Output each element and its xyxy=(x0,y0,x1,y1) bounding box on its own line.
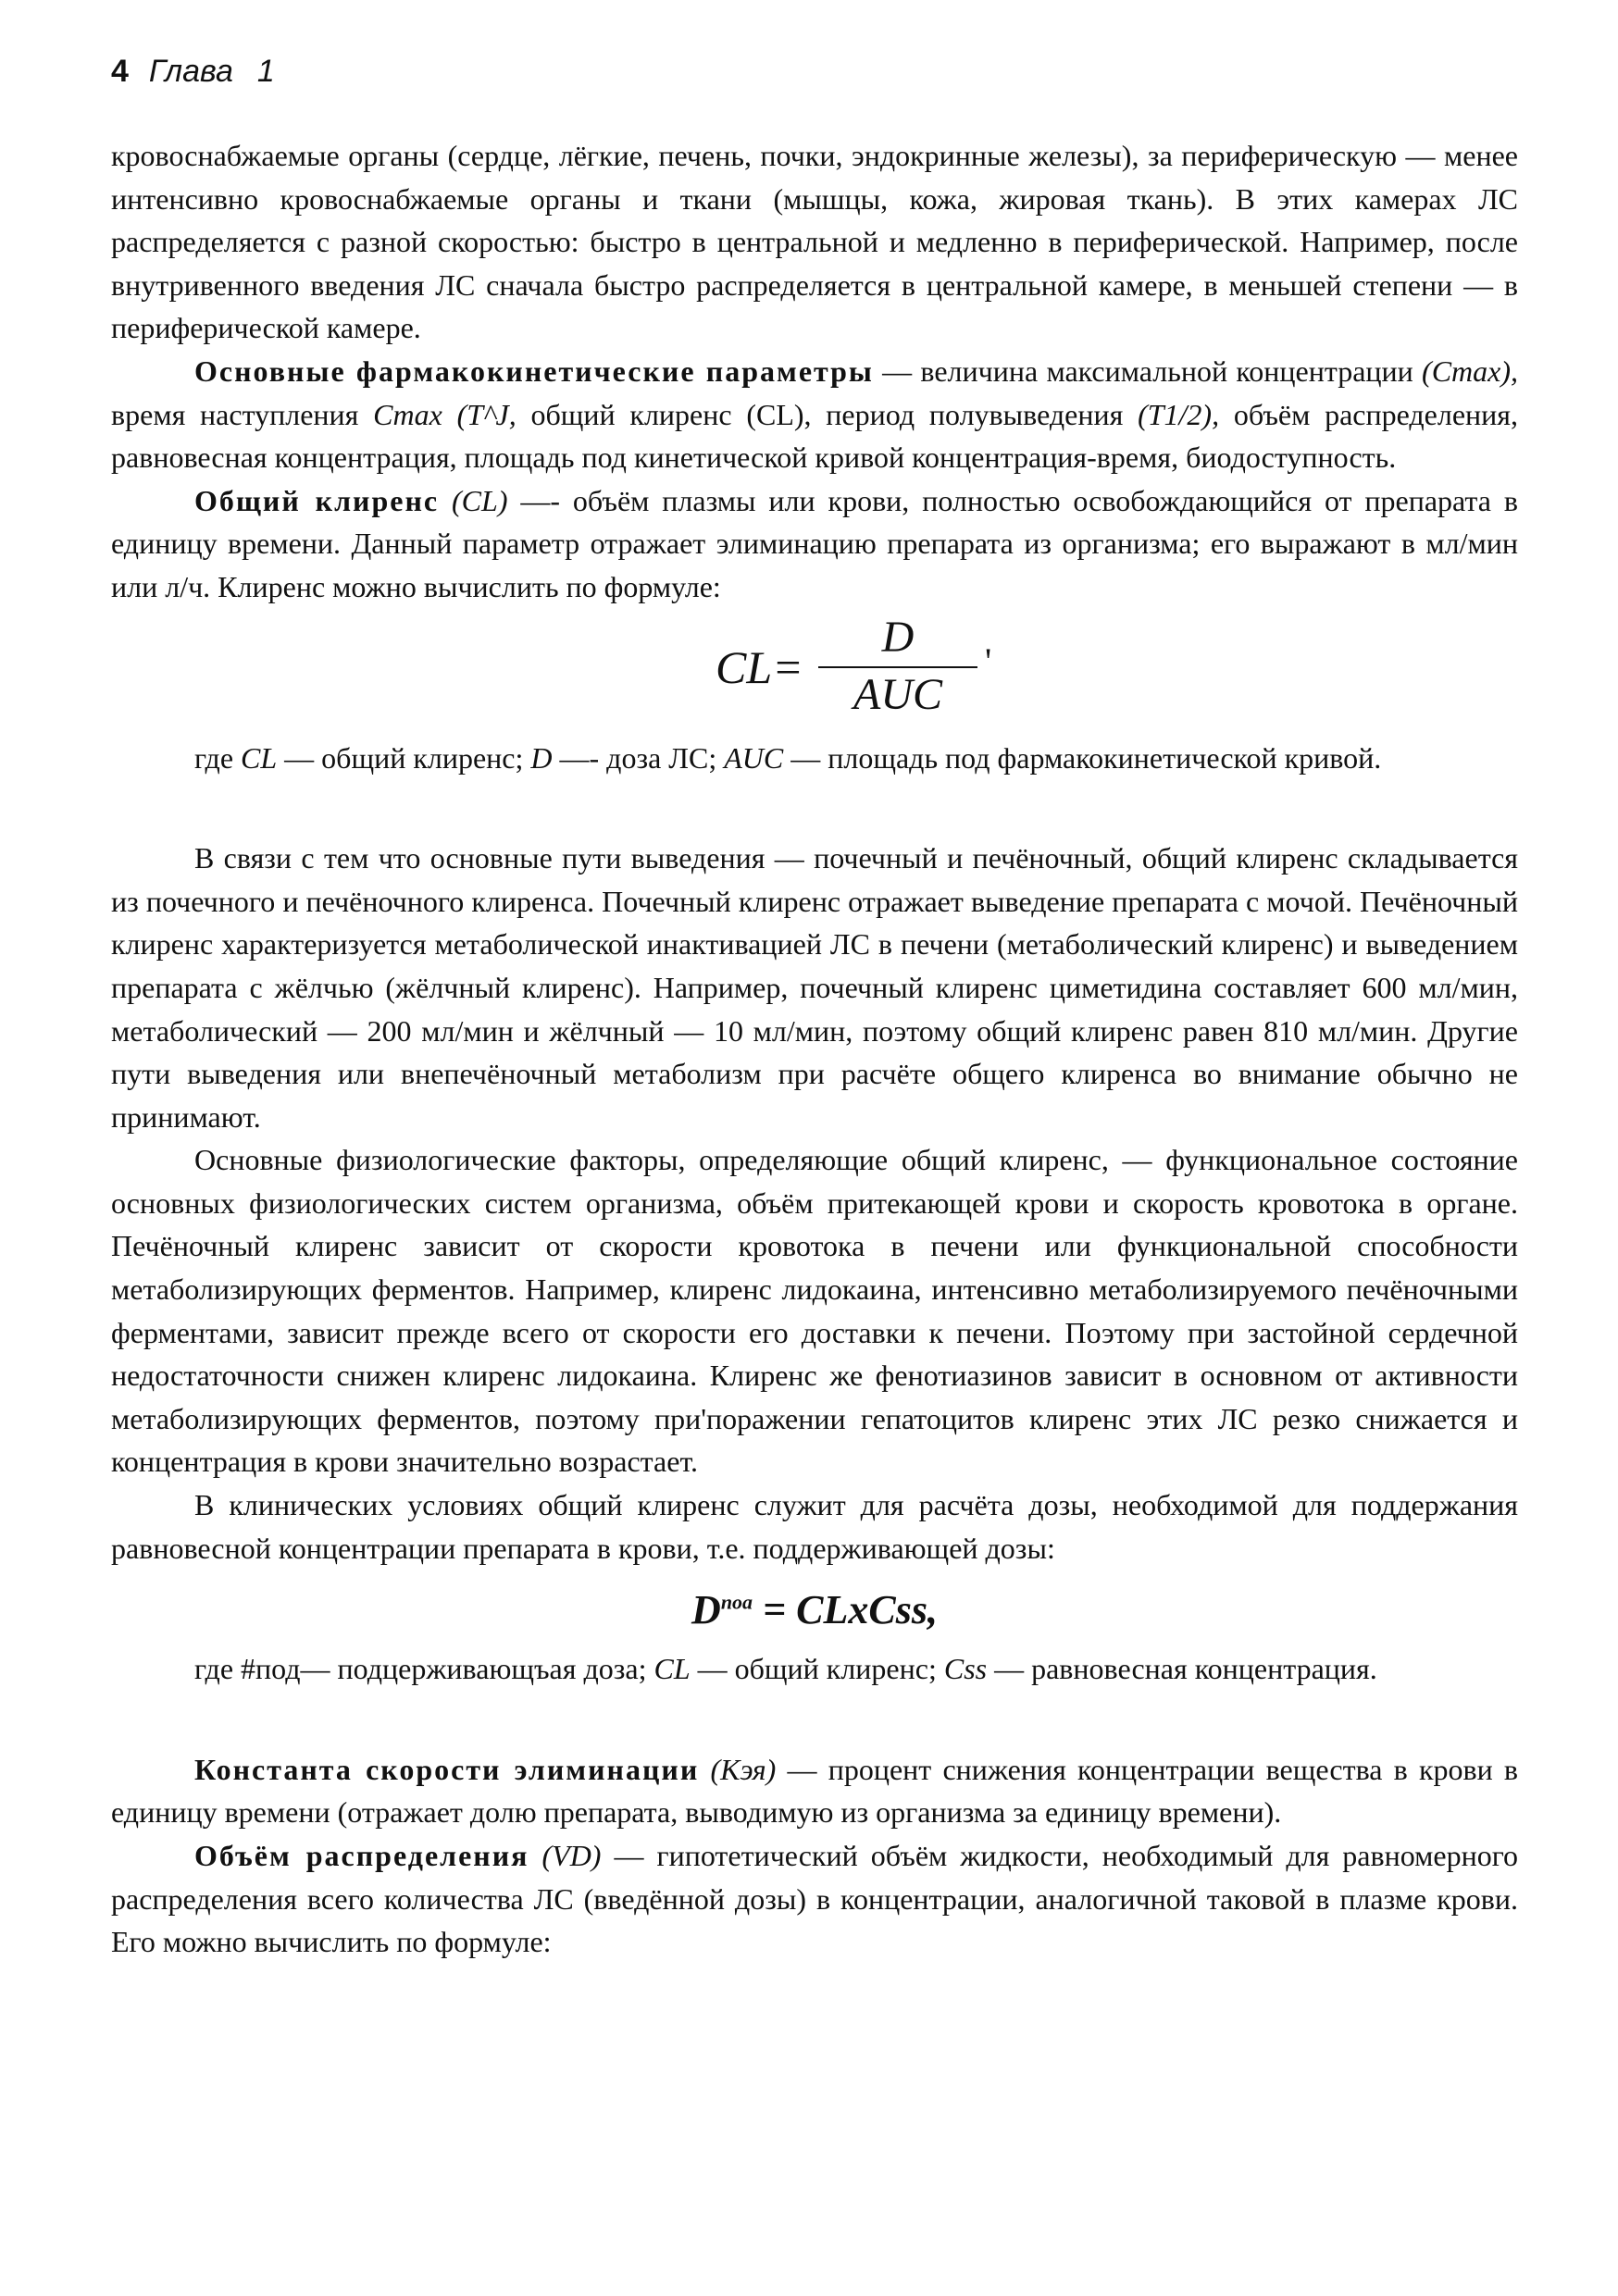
formula-numerator: D xyxy=(881,612,915,662)
term-elimination-constant: Константа скорости элиминации xyxy=(194,1752,700,1786)
formula-lhs: CL= xyxy=(716,640,803,693)
symbol-kel: (Kэя) xyxy=(699,1752,777,1786)
formula-clearance-legend: где CL — общий клиренс; D —- доза ЛС; AUC — площадь под фармакокинетической кривой. xyxy=(194,740,1382,775)
paragraph-physiological-factors: Основные физиологические факторы, определяющие общий клиренс, — функциональное состояние основных физиологических систем организма, объём притекающей крови и скорость кровотока в органе. Печёночный клиренс зависит от скорости кровотока в печени или функциональной способности метаболизирующих ферментов. Например, клиренс лидокаина, интенсивно метаболизируемого печёночными ферментами, зависит прежде всего от скорости его доставки к печени. Поэтому при застойной сердечной недостаточности снижен клиренс лидокаина. Клиренс же фенотиазинов зависит в основном от активности метаболизирующих ферментов, поэтому при'поражении гепатоцитов клиренс этих ЛС резко снижается и концентрация в крови значительно возрастает. xyxy=(111,1143,1518,1479)
formula-maintenance-legend: где #под— подцерживающъая доза; CL — общий клиренс; Css — равновесная концентрация. xyxy=(194,1652,1377,1686)
paragraph-elimination-routes: В связи с тем что основные пути выведения — почечный и печёночный, общий клиренс складывается из почечного и печёночного клиренса. Почечный клиренс отражает выведение препарата с мочой. Печёночный клиренс характеризуется метаболической инактивацией ЛС в печени (метаболический клиренс) и выведением препарата с жёлчью (жёлчный клиренс). Например, почечный клиренс циметидина составляет 600 мл/мин, метаболический — 200 мл/мин и жёлчный — 10 мл/мин, поэтому общий клиренс равен 810 мл/мин. Другие пути выведения или внепечёночный метаболизм при расчёте общего клиренса во внимание обычно не принимают. xyxy=(111,841,1518,1134)
paragraph-maintenance-dose: В клинических условиях общий клиренс служит для расчёта дозы, необходимой для поддержания равновесной концентрации препарата в крови, т.е. поддерживающей дозы: xyxy=(111,1488,1518,1565)
formula-fraction xyxy=(815,614,981,718)
formula-denominator: AUC xyxy=(853,669,942,719)
symbol-cmax: (Cmax), xyxy=(1422,354,1519,388)
fraction-bar xyxy=(818,666,977,668)
symbol-thalf: (T1/2), xyxy=(1138,397,1220,431)
formula-clearance xyxy=(111,614,1518,724)
paragraph-pk-parameters: Основные фармакокинетические параметры — величина максимальной концентрации (Cmax), время наступления Cmax (T^J, общий клиренс (CL), период полувыведения (T1/2), объём распределения, равновесная концентрация, площадь под кинетической кривой концентрация-время, биодоступность. xyxy=(111,354,1519,475)
chapter-label: Глава xyxy=(148,54,233,89)
term-clearance: Общий клиренс xyxy=(194,483,440,517)
formula-maintenance-dose: $D^{noa}$ = CLxCss, xyxy=(691,1587,938,1633)
term-volume-distribution: Объём распределения xyxy=(194,1839,529,1872)
symbol-cl: (CL) xyxy=(439,483,508,517)
page-number: 4 xyxy=(111,54,129,89)
running-header xyxy=(111,54,275,90)
formula-punct: ' xyxy=(985,639,992,682)
chapter-number: 1 xyxy=(256,54,275,89)
paragraph-compartments: кровоснабжаемые органы (сердце, лёгкие, печень, почки, эндокринные железы), за периферическую — менее интенсивно кровоснабжаемые органы и ткани (мышцы, кожа, жировая ткань). В этих камерах ЛС распределяется с разной скоростью: быстро в центральной и медленно в периферической. Например, после внутривенного введения ЛС сначала быстро распределяется в центральной камере, в меньшей степени — в периферической камере. xyxy=(111,139,1518,345)
paragraph-volume-distribution: Объём распределения (VD) — гипотетический объём жидкости, необходимый для равномерного распределения всего количества ЛС (введённой дозы) в концентрации, аналогичной таковой в плазме крови. Его можно вычислить по формуле: xyxy=(111,1839,1519,1959)
page-body xyxy=(111,134,1518,1964)
paragraph-clearance: Общий клиренс (CL) —- объём плазмы или крови, полностью освобождающийся от препарата в единицу времени. Данный параметр отражает элиминацию препарата из организма; его выражают в мл/мин или л/ч. Клиренс можно вычислить по формуле: xyxy=(111,483,1519,603)
paragraph-elimination-constant: Константа скорости элиминации (Kэя) — процент снижения концентрации вещества в крови в единицу времени (отражает долю препарата, выводимую из организма за единицу времени). xyxy=(111,1752,1519,1830)
symbol-tmax: Cmax (T^J, xyxy=(373,397,517,431)
term-pk-parameters: Основные фармакокинетические параметры xyxy=(194,354,874,388)
symbol-vd: (VD) xyxy=(529,1839,602,1872)
